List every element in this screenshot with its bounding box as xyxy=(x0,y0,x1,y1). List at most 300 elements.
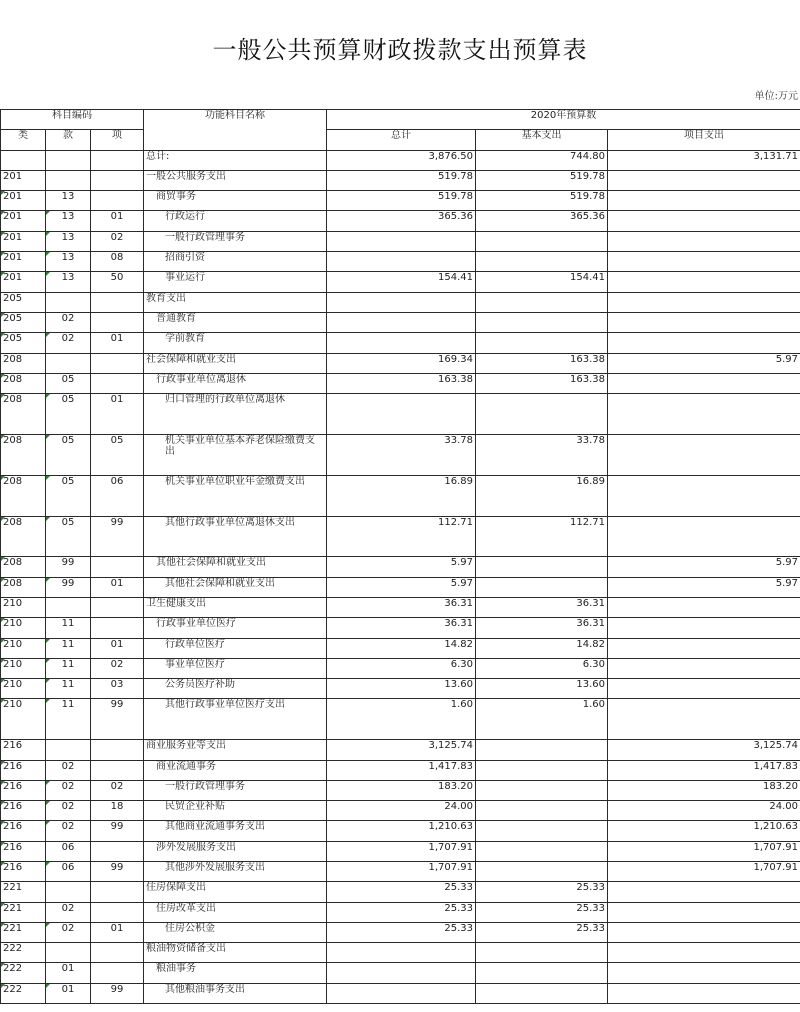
cell-project xyxy=(608,658,800,678)
cell-xiang xyxy=(91,882,144,902)
cell-lei: 210 xyxy=(1,638,46,658)
cell-basic: 16.89 xyxy=(476,475,608,516)
cell-basic: 25.33 xyxy=(476,922,608,942)
cell-basic: 36.31 xyxy=(476,618,608,638)
cell-lei: 216 xyxy=(1,760,46,780)
cell-basic xyxy=(476,760,608,780)
cell-function-name: 一般行政管理事务 xyxy=(144,780,327,800)
cell-lei: 205 xyxy=(1,292,46,312)
cell-function-name: 粮油物资储备支出 xyxy=(144,943,327,963)
cell-total xyxy=(327,943,476,963)
cell-function-name: 其他涉外发展服务支出 xyxy=(144,862,327,882)
cell-total: 25.33 xyxy=(327,882,476,902)
cell-total xyxy=(327,983,476,1003)
cell-lei: 208 xyxy=(1,475,46,516)
cell-lei: 201 xyxy=(1,191,46,211)
cell-total: 112.71 xyxy=(327,516,476,557)
cell-kuan: 11 xyxy=(46,699,91,740)
page-title: 一般公共预算财政拨款支出预算表 xyxy=(212,36,588,64)
cell-total: 25.33 xyxy=(327,902,476,922)
cell-project: 5.97 xyxy=(608,557,800,577)
cell-basic: 36.31 xyxy=(476,597,608,617)
cell-basic xyxy=(476,394,608,435)
table-row xyxy=(1,902,800,922)
cell-lei: 205 xyxy=(1,333,46,353)
table-row xyxy=(1,557,800,577)
header-year-budget: 2020年预算数 xyxy=(327,110,800,130)
table-row xyxy=(1,150,800,170)
cell-kuan: 02 xyxy=(46,333,91,353)
cell-total: 6.30 xyxy=(327,658,476,678)
cell-basic: 14.82 xyxy=(476,638,608,658)
cell-xiang: 99 xyxy=(91,821,144,841)
cell-kuan: 05 xyxy=(46,475,91,516)
header-total: 总计 xyxy=(327,130,476,150)
cell-function-name: 社会保障和就业支出 xyxy=(144,353,327,373)
cell-kuan: 13 xyxy=(46,231,91,251)
cell-kuan: 05 xyxy=(46,516,91,557)
cell-total: 1,707.91 xyxy=(327,841,476,861)
cell-basic xyxy=(476,841,608,861)
cell-total: 519.78 xyxy=(327,191,476,211)
cell-lei: 216 xyxy=(1,841,46,861)
cell-function-name: 粮油事务 xyxy=(144,963,327,983)
cell-basic: 25.33 xyxy=(476,882,608,902)
cell-kuan: 01 xyxy=(46,983,91,1003)
cell-project xyxy=(608,373,800,393)
cell-project: 1,417.83 xyxy=(608,760,800,780)
cell-kuan: 99 xyxy=(46,577,91,597)
cell-kuan: 99 xyxy=(46,557,91,577)
cell-project xyxy=(608,963,800,983)
cell-kuan xyxy=(46,150,91,170)
table-row xyxy=(1,862,800,882)
cell-total xyxy=(327,252,476,272)
cell-kuan: 01 xyxy=(46,963,91,983)
cell-function-name: 其他商业流通事务支出 xyxy=(144,821,327,841)
cell-lei: 210 xyxy=(1,618,46,638)
cell-basic: 154.41 xyxy=(476,272,608,292)
cell-xiang: 05 xyxy=(91,434,144,475)
header-xiang: 项 xyxy=(91,130,144,150)
table-row xyxy=(1,963,800,983)
cell-project xyxy=(608,699,800,740)
cell-basic xyxy=(476,943,608,963)
cell-total: 1,210.63 xyxy=(327,821,476,841)
cell-total: 3,125.74 xyxy=(327,740,476,760)
header-project: 项目支出 xyxy=(608,130,800,150)
cell-basic: 25.33 xyxy=(476,902,608,922)
cell-function-name: 民贸企业补贴 xyxy=(144,801,327,821)
cell-kuan: 05 xyxy=(46,373,91,393)
cell-project xyxy=(608,922,800,942)
cell-lei: 210 xyxy=(1,679,46,699)
cell-project xyxy=(608,191,800,211)
cell-project xyxy=(608,434,800,475)
cell-xiang: 99 xyxy=(91,983,144,1003)
cell-kuan: 05 xyxy=(46,394,91,435)
cell-lei: 221 xyxy=(1,902,46,922)
cell-function-name: 一般行政管理事务 xyxy=(144,231,327,251)
cell-lei: 201 xyxy=(1,252,46,272)
cell-xiang: 18 xyxy=(91,801,144,821)
cell-function-name: 其他粮油事务支出 xyxy=(144,983,327,1003)
cell-kuan: 11 xyxy=(46,638,91,658)
cell-xiang: 01 xyxy=(91,211,144,231)
cell-function-name: 行政事业单位医疗 xyxy=(144,618,327,638)
cell-basic xyxy=(476,780,608,800)
cell-total: 33.78 xyxy=(327,434,476,475)
cell-project: 1,210.63 xyxy=(608,821,800,841)
cell-project: 24.00 xyxy=(608,801,800,821)
cell-xiang xyxy=(91,943,144,963)
table-row xyxy=(1,475,800,516)
cell-basic: 13.60 xyxy=(476,679,608,699)
cell-function-name: 其他社会保障和就业支出 xyxy=(144,577,327,597)
cell-total: 183.20 xyxy=(327,780,476,800)
table-row xyxy=(1,597,800,617)
cell-lei: 216 xyxy=(1,801,46,821)
table-row xyxy=(1,882,800,902)
cell-lei: 208 xyxy=(1,353,46,373)
cell-kuan: 11 xyxy=(46,658,91,678)
table-row xyxy=(1,231,800,251)
cell-total: 14.82 xyxy=(327,638,476,658)
cell-project xyxy=(608,312,800,332)
cell-xiang: 02 xyxy=(91,658,144,678)
cell-project xyxy=(608,983,800,1003)
cell-project xyxy=(608,211,800,231)
cell-total xyxy=(327,312,476,332)
cell-basic xyxy=(476,801,608,821)
cell-basic xyxy=(476,557,608,577)
cell-lei: 210 xyxy=(1,597,46,617)
cell-xiang: 99 xyxy=(91,516,144,557)
cell-function-name: 涉外发展服务支出 xyxy=(144,841,327,861)
cell-basic xyxy=(476,740,608,760)
cell-total: 25.33 xyxy=(327,922,476,942)
cell-function-name: 公务员医疗补助 xyxy=(144,679,327,699)
cell-total: 3,876.50 xyxy=(327,150,476,170)
cell-xiang: 08 xyxy=(91,252,144,272)
cell-lei: 216 xyxy=(1,740,46,760)
cell-basic: 163.38 xyxy=(476,353,608,373)
cell-lei: 201 xyxy=(1,272,46,292)
table-row xyxy=(1,821,800,841)
cell-total xyxy=(327,333,476,353)
cell-total: 1,707.91 xyxy=(327,862,476,882)
cell-lei: 208 xyxy=(1,434,46,475)
cell-basic xyxy=(476,312,608,332)
cell-total: 1.60 xyxy=(327,699,476,740)
cell-lei xyxy=(1,150,46,170)
cell-basic: 365.36 xyxy=(476,211,608,231)
cell-xiang xyxy=(91,760,144,780)
cell-lei: 210 xyxy=(1,699,46,740)
cell-total: 365.36 xyxy=(327,211,476,231)
cell-project xyxy=(608,333,800,353)
cell-basic xyxy=(476,231,608,251)
cell-project xyxy=(608,902,800,922)
table-row xyxy=(1,943,800,963)
cell-lei: 222 xyxy=(1,963,46,983)
cell-total: 1,417.83 xyxy=(327,760,476,780)
cell-project xyxy=(608,252,800,272)
cell-basic: 519.78 xyxy=(476,170,608,190)
cell-kuan: 06 xyxy=(46,862,91,882)
cell-function-name: 其他行政事业单位离退休支出 xyxy=(144,516,327,557)
cell-total: 16.89 xyxy=(327,475,476,516)
table-row xyxy=(1,922,800,942)
table-row xyxy=(1,760,800,780)
table-row xyxy=(1,353,800,373)
table-body xyxy=(1,150,800,1003)
table-row xyxy=(1,699,800,740)
cell-function-name: 机关事业单位基本养老保险缴费支出 xyxy=(144,434,327,475)
cell-xiang xyxy=(91,963,144,983)
cell-project: 3,131.71 xyxy=(608,150,800,170)
cell-total xyxy=(327,394,476,435)
table-row xyxy=(1,658,800,678)
header-lei: 类 xyxy=(1,130,46,150)
cell-basic: 163.38 xyxy=(476,373,608,393)
cell-lei: 208 xyxy=(1,394,46,435)
cell-function-name: 住房改革支出 xyxy=(144,902,327,922)
cell-function-name: 行政事业单位离退休 xyxy=(144,373,327,393)
cell-xiang: 06 xyxy=(91,475,144,516)
cell-kuan: 02 xyxy=(46,902,91,922)
cell-lei: 201 xyxy=(1,211,46,231)
cell-project: 1,707.91 xyxy=(608,862,800,882)
table-row xyxy=(1,394,800,435)
cell-kuan xyxy=(46,943,91,963)
cell-kuan: 13 xyxy=(46,272,91,292)
cell-xiang xyxy=(91,597,144,617)
cell-basic: 744.80 xyxy=(476,150,608,170)
cell-lei: 221 xyxy=(1,882,46,902)
cell-function-name: 事业运行 xyxy=(144,272,327,292)
cell-project xyxy=(608,618,800,638)
cell-basic: 33.78 xyxy=(476,434,608,475)
table-row xyxy=(1,191,800,211)
cell-function-name: 总计: xyxy=(144,150,327,170)
header-basic: 基本支出 xyxy=(476,130,608,150)
cell-xiang xyxy=(91,618,144,638)
cell-total: 36.31 xyxy=(327,618,476,638)
cell-function-name: 商业流通事务 xyxy=(144,760,327,780)
cell-function-name: 卫生健康支出 xyxy=(144,597,327,617)
cell-lei: 208 xyxy=(1,516,46,557)
cell-xiang: 02 xyxy=(91,231,144,251)
unit-label: 单位:万元 xyxy=(754,91,798,102)
cell-project: 3,125.74 xyxy=(608,740,800,760)
cell-xiang xyxy=(91,373,144,393)
cell-total xyxy=(327,231,476,251)
table-row xyxy=(1,373,800,393)
cell-basic xyxy=(476,333,608,353)
table-row xyxy=(1,841,800,861)
cell-total: 154.41 xyxy=(327,272,476,292)
cell-xiang xyxy=(91,312,144,332)
header-subject-code: 科目编码 xyxy=(1,110,144,130)
cell-function-name: 住房公积金 xyxy=(144,922,327,942)
cell-basic xyxy=(476,252,608,272)
table-row xyxy=(1,801,800,821)
cell-total xyxy=(327,963,476,983)
table-row xyxy=(1,292,800,312)
cell-xiang: 02 xyxy=(91,780,144,800)
cell-project xyxy=(608,170,800,190)
cell-xiang: 99 xyxy=(91,862,144,882)
cell-total: 13.60 xyxy=(327,679,476,699)
table-row xyxy=(1,740,800,760)
cell-project xyxy=(608,638,800,658)
cell-xiang: 01 xyxy=(91,638,144,658)
cell-xiang: 99 xyxy=(91,699,144,740)
cell-kuan: 13 xyxy=(46,252,91,272)
cell-xiang xyxy=(91,902,144,922)
cell-kuan: 06 xyxy=(46,841,91,861)
cell-project xyxy=(608,882,800,902)
cell-function-name: 教育支出 xyxy=(144,292,327,312)
cell-basic xyxy=(476,963,608,983)
cell-xiang xyxy=(91,353,144,373)
cell-xiang xyxy=(91,191,144,211)
header-function-name: 功能科目名称 xyxy=(144,110,327,151)
cell-kuan xyxy=(46,292,91,312)
cell-xiang: 01 xyxy=(91,394,144,435)
cell-lei: 222 xyxy=(1,983,46,1003)
cell-xiang xyxy=(91,557,144,577)
cell-basic xyxy=(476,577,608,597)
cell-kuan: 11 xyxy=(46,618,91,638)
budget-table xyxy=(0,109,800,1004)
cell-total: 169.34 xyxy=(327,353,476,373)
cell-kuan xyxy=(46,170,91,190)
cell-total: 5.97 xyxy=(327,577,476,597)
cell-project xyxy=(608,231,800,251)
cell-kuan: 13 xyxy=(46,211,91,231)
cell-function-name: 商贸事务 xyxy=(144,191,327,211)
cell-kuan xyxy=(46,597,91,617)
cell-xiang xyxy=(91,150,144,170)
cell-kuan xyxy=(46,353,91,373)
cell-project xyxy=(608,292,800,312)
cell-function-name: 一般公共服务支出 xyxy=(144,170,327,190)
cell-xiang: 50 xyxy=(91,272,144,292)
cell-basic xyxy=(476,821,608,841)
table-row xyxy=(1,618,800,638)
cell-kuan: 02 xyxy=(46,780,91,800)
cell-function-name: 普通教育 xyxy=(144,312,327,332)
cell-lei: 222 xyxy=(1,943,46,963)
cell-function-name: 归口管理的行政单位离退休 xyxy=(144,394,327,435)
cell-kuan xyxy=(46,740,91,760)
cell-project: 183.20 xyxy=(608,780,800,800)
table-row xyxy=(1,638,800,658)
cell-xiang xyxy=(91,292,144,312)
header-kuan: 款 xyxy=(46,130,91,150)
cell-project: 5.97 xyxy=(608,577,800,597)
cell-total: 163.38 xyxy=(327,373,476,393)
cell-basic xyxy=(476,862,608,882)
cell-lei: 205 xyxy=(1,312,46,332)
cell-lei: 210 xyxy=(1,658,46,678)
cell-lei: 201 xyxy=(1,231,46,251)
table-row xyxy=(1,252,800,272)
cell-kuan: 02 xyxy=(46,312,91,332)
cell-kuan: 02 xyxy=(46,821,91,841)
cell-xiang xyxy=(91,170,144,190)
table-row xyxy=(1,211,800,231)
cell-project xyxy=(608,597,800,617)
cell-kuan xyxy=(46,882,91,902)
cell-basic: 112.71 xyxy=(476,516,608,557)
cell-xiang: 03 xyxy=(91,679,144,699)
cell-lei: 221 xyxy=(1,922,46,942)
cell-function-name: 招商引资 xyxy=(144,252,327,272)
cell-xiang xyxy=(91,740,144,760)
table-row xyxy=(1,272,800,292)
table-row xyxy=(1,312,800,332)
cell-function-name: 事业单位医疗 xyxy=(144,658,327,678)
cell-lei: 216 xyxy=(1,780,46,800)
cell-xiang: 01 xyxy=(91,577,144,597)
cell-lei: 208 xyxy=(1,557,46,577)
cell-kuan: 11 xyxy=(46,679,91,699)
cell-total: 36.31 xyxy=(327,597,476,617)
cell-function-name: 商业服务业等支出 xyxy=(144,740,327,760)
cell-project xyxy=(608,272,800,292)
cell-basic: 519.78 xyxy=(476,191,608,211)
cell-project xyxy=(608,679,800,699)
table-row xyxy=(1,679,800,699)
cell-basic: 6.30 xyxy=(476,658,608,678)
cell-kuan: 13 xyxy=(46,191,91,211)
cell-xiang: 01 xyxy=(91,333,144,353)
cell-kuan: 02 xyxy=(46,760,91,780)
table-row xyxy=(1,516,800,557)
cell-kuan: 02 xyxy=(46,801,91,821)
table-row xyxy=(1,983,800,1003)
cell-project xyxy=(608,394,800,435)
cell-lei: 216 xyxy=(1,862,46,882)
table-row xyxy=(1,434,800,475)
cell-function-name: 其他社会保障和就业支出 xyxy=(144,557,327,577)
table-row xyxy=(1,170,800,190)
cell-basic: 1.60 xyxy=(476,699,608,740)
cell-project xyxy=(608,516,800,557)
cell-total: 24.00 xyxy=(327,801,476,821)
cell-function-name: 行政单位医疗 xyxy=(144,638,327,658)
cell-function-name: 机关事业单位职业年金缴费支出 xyxy=(144,475,327,516)
cell-basic xyxy=(476,983,608,1003)
cell-total: 519.78 xyxy=(327,170,476,190)
cell-project xyxy=(608,475,800,516)
cell-basic xyxy=(476,292,608,312)
cell-function-name: 其他行政事业单位医疗支出 xyxy=(144,699,327,740)
cell-project xyxy=(608,943,800,963)
cell-kuan: 02 xyxy=(46,922,91,942)
cell-function-name: 学前教育 xyxy=(144,333,327,353)
cell-lei: 201 xyxy=(1,170,46,190)
table-header xyxy=(1,110,800,151)
cell-kuan: 05 xyxy=(46,434,91,475)
table-row xyxy=(1,577,800,597)
cell-project: 5.97 xyxy=(608,353,800,373)
cell-project: 1,707.91 xyxy=(608,841,800,861)
cell-function-name: 行政运行 xyxy=(144,211,327,231)
